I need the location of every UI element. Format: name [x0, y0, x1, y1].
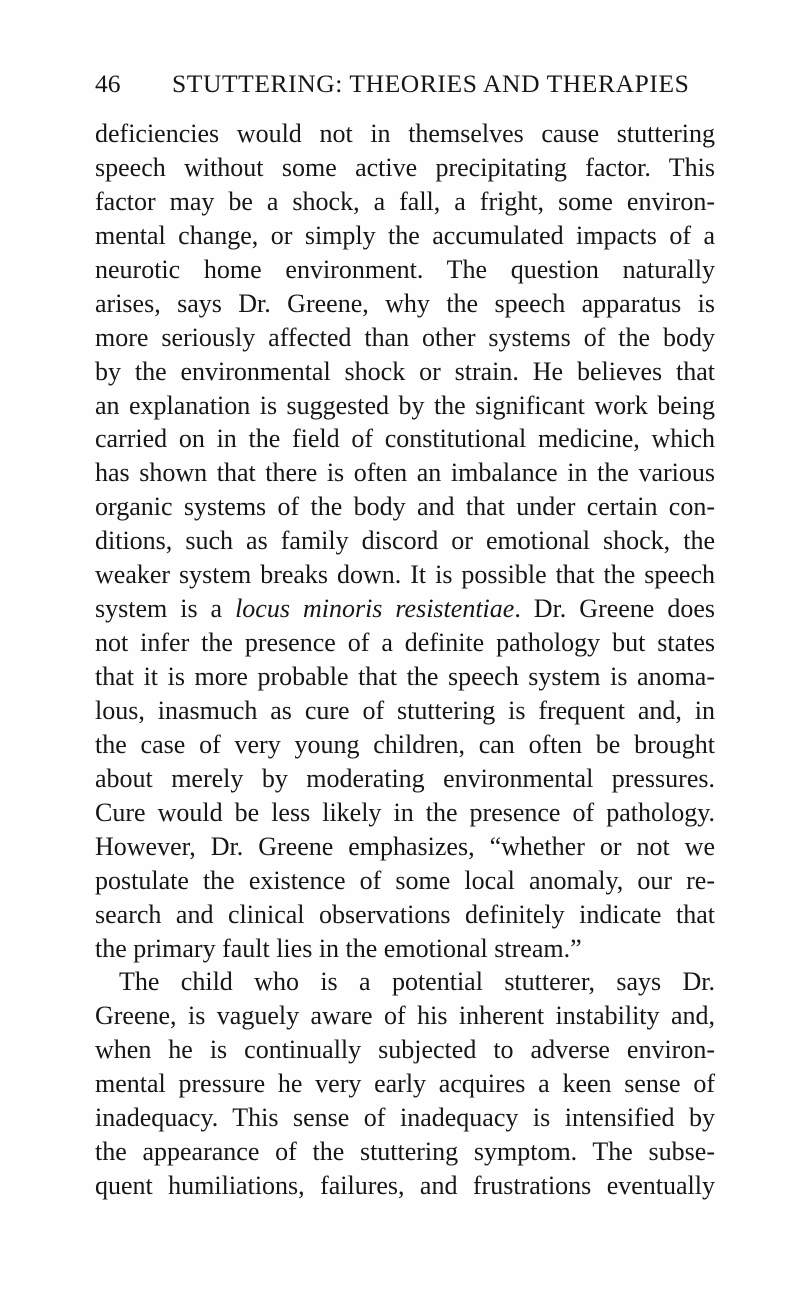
text-line: an explanation is suggested by the significant work being: [95, 390, 715, 420]
text-segment: system is a: [95, 594, 236, 624]
text-line: However, Dr. Greene emphasizes, “whether or not we: [95, 831, 715, 861]
text-line: factor may be a shock, a fall, a fright, some environ-: [95, 186, 715, 216]
running-head-title: STUTTERING: THEORIES AND THERAPIES: [172, 69, 690, 98]
text-line: by the environmental shock or strain. He believes that: [95, 356, 715, 386]
text-line: neurotic home environment. The question naturally: [95, 254, 715, 284]
text-line: deficiencies would not in themselves cause stuttering: [95, 119, 715, 148]
running-head: [95, 68, 715, 100]
text-line: postulate the existence of some local anomaly, our re-: [95, 865, 715, 895]
latin-phrase: locus minoris resistentiae: [235, 594, 515, 624]
text-line: lous, inasmuch as cure of stuttering is frequent and, in: [95, 695, 715, 725]
text-line: not infer the presence of a definite pathology but states: [95, 628, 715, 658]
text-line: mental pressure he very early acquires a keen sense of: [95, 1069, 715, 1099]
text-line: ditions, such as family discord or emotional shock, the: [95, 526, 715, 556]
text-line: arises, says Dr. Greene, why the speech apparatus is: [95, 288, 715, 318]
text-line: inadequacy. This sense of inadequacy is intensified by: [95, 1103, 715, 1133]
text-line: has shown that there is often an imbalance in the various: [95, 458, 715, 488]
text-line: quent humiliations, failures, and frustrations eventually: [95, 1171, 715, 1201]
body-text: [95, 117, 715, 1203]
text-line: that it is more probable that the speech system is anoma-: [95, 662, 715, 691]
text-line: weaker system breaks down. It is possible that the speech: [95, 560, 715, 590]
text-line: search and clinical observations definitely indicate that: [95, 899, 715, 929]
paragraph-last-line: the primary fault lies in the emotional stream.”: [95, 933, 582, 963]
text-line: carried on in the field of constitutional medicine, which: [95, 424, 715, 454]
text-line: Cure would be less likely in the presence of pathology.: [95, 797, 715, 827]
paragraph-first-line: The child who is a potential stutterer, says Dr.: [119, 967, 715, 997]
text-line: when he is continually subjected to adverse environ-: [95, 1035, 715, 1065]
text-line-with-italic: [95, 592, 715, 626]
page-number: 46: [95, 69, 121, 98]
text-line: the appearance of the stuttering symptom. The subse-: [95, 1137, 715, 1167]
text-line: organic systems of the body and that under certain con-: [95, 492, 715, 522]
text-segment: . Dr. Greene does: [514, 594, 715, 624]
text-line: the case of very young children, can often be brought: [95, 729, 715, 759]
text-line: more seriously affected than other systems of the body: [95, 322, 715, 352]
text-line: mental change, or simply the accumulated impacts of a: [95, 220, 715, 250]
text-line: about merely by moderating environmental pressures.: [95, 763, 715, 793]
text-line: Greene, is vaguely aware of his inherent instability and,: [95, 1001, 715, 1031]
text-line: speech without some active precipitating factor. This: [95, 152, 715, 182]
